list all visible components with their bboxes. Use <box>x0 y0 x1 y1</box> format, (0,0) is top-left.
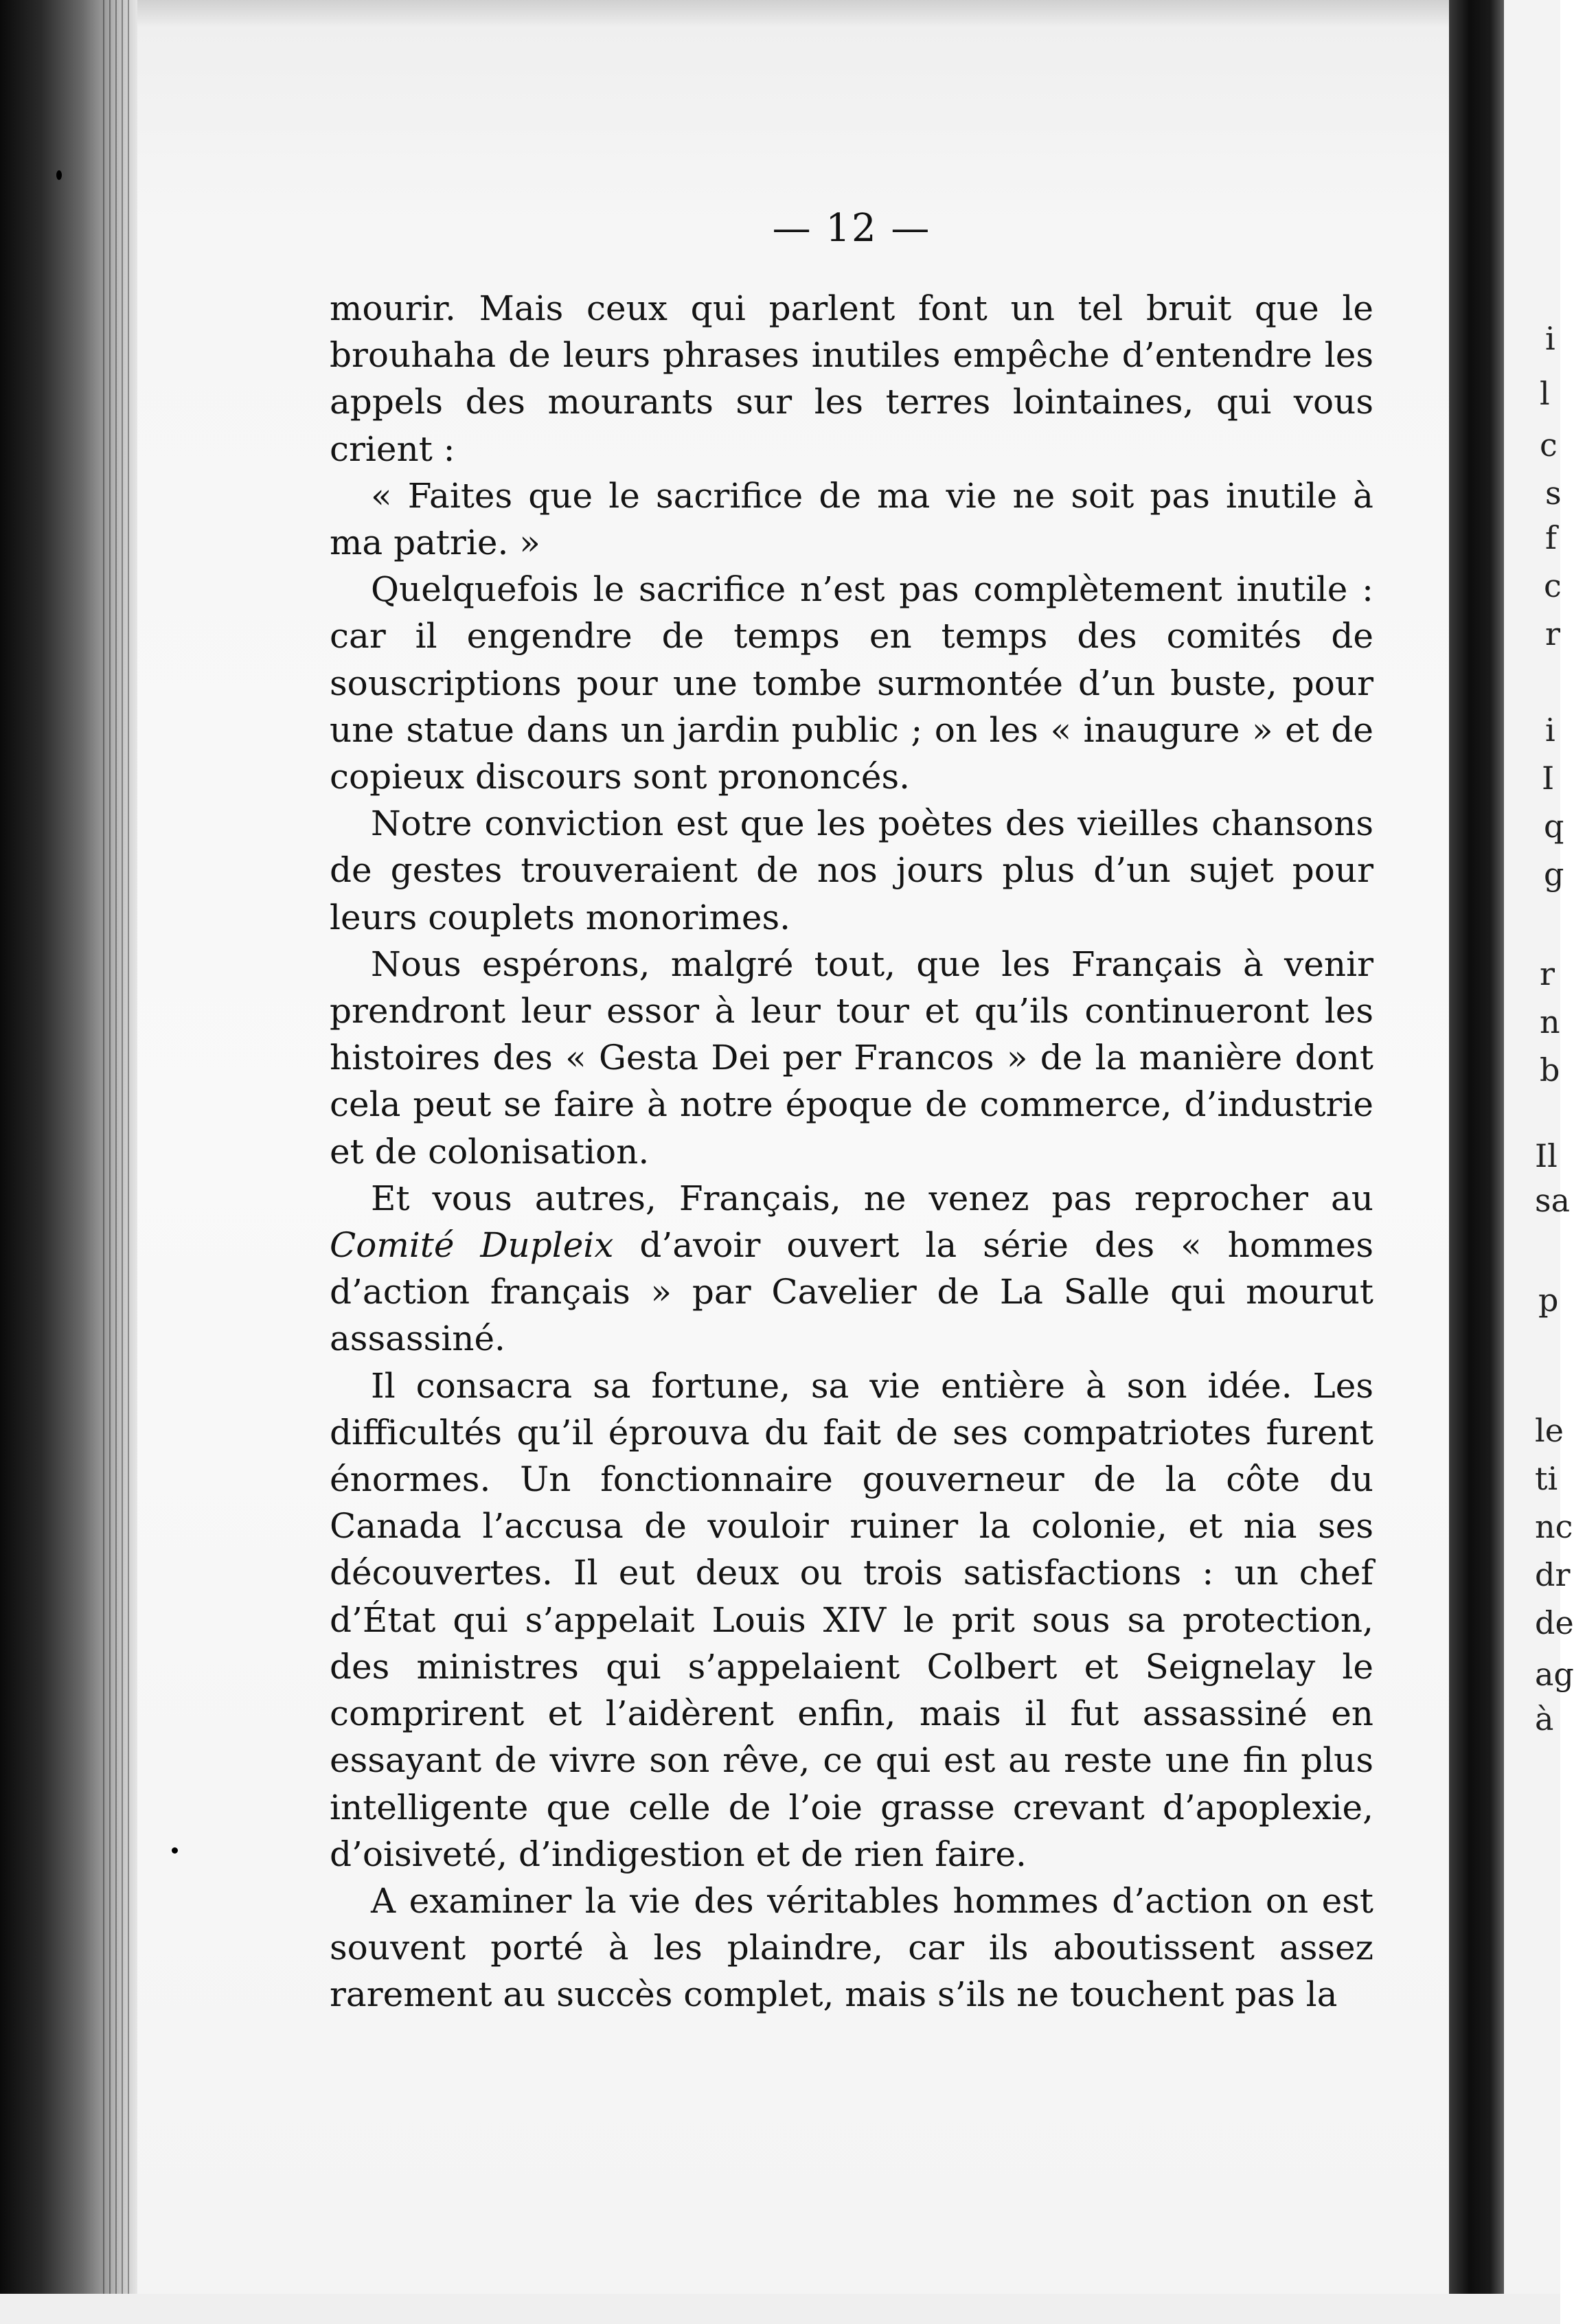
body-text <box>330 285 1373 2018</box>
facing-page-fragment: dr <box>1535 1556 1571 1593</box>
binding-gutter <box>1449 0 1504 2324</box>
paragraph-continued: mourir. Mais ceux qui parlent font un tel bruit que le brouhaha de leurs phrases inutiles empêche d’entendre les appels des mourants sur les terres lointaines, qui vous crient : <box>330 288 1373 469</box>
facing-page-fragment: ti <box>1535 1460 1558 1497</box>
facing-page-fragment: l <box>1540 375 1550 412</box>
scan-speck <box>56 170 62 180</box>
facing-page-fragment: n <box>1540 1003 1560 1040</box>
page-edges-left <box>103 0 130 2324</box>
facing-page-fragment: i <box>1545 320 1555 357</box>
paragraph-quote: « Faites que le sacrifice de ma vie ne soit pas inutile à ma patrie. » <box>330 475 1373 563</box>
paragraph: Quelquefois le sacrifice n’est pas complètement inutile : car il engendre de temps en temps des comités de souscriptions pour une tombe surmontée d’un buste, pour une statue dans un jardin public ; on les « inaugure » et de copieux discours sont prononcés. <box>330 569 1373 797</box>
facing-page-fragment: c <box>1544 567 1562 604</box>
facing-page-fragment: b <box>1540 1051 1560 1089</box>
facing-page-fragment: ag <box>1535 1656 1574 1693</box>
facing-page-fragment: r <box>1540 955 1555 992</box>
facing-page-fragment: p <box>1538 1281 1559 1319</box>
facing-page-fragment: à <box>1535 1700 1554 1738</box>
page-number: — 12 — <box>772 206 931 251</box>
facing-page-fragment: q <box>1544 808 1564 845</box>
facing-page-fragment: I <box>1542 760 1555 797</box>
paragraph-comite-dupleix <box>330 1175 1373 1363</box>
facing-page-fragment: sa <box>1535 1182 1571 1219</box>
facing-page-edge <box>1504 0 1574 2324</box>
facing-page-fragment: f <box>1545 519 1558 556</box>
italic-committee-name: Comité Dupleix <box>330 1225 614 1266</box>
page-top-shadow <box>124 0 1449 27</box>
scan-speck <box>172 1847 178 1854</box>
paragraph: Notre conviction est que les poètes des vieilles chansons de gestes trouveraient de nos jours plus d’un sujet pour leurs couplets monorimes. <box>330 804 1373 937</box>
paragraph-last: A examiner la vie des véritables hommes d’action on est souvent porté à les plaindre, car ils aboutissent assez rarement au succès complet, mais s’ils ne touchent pas la <box>330 1880 1373 2015</box>
paragraph: Nous espérons, malgré tout, que les Français à venir prendront leur essor à leur tour et qu’ils continueront les histoires des « Gesta Dei per Francos » de la manière dont cela peut se faire à notre époque de commerce, d’industrie et de colonisation. <box>330 944 1373 1172</box>
facing-page-fragment: g <box>1544 856 1564 893</box>
scan-bottom-margin <box>0 2294 1560 2324</box>
facing-page-fragment: r <box>1545 615 1560 652</box>
facing-page-fragment: s <box>1545 475 1562 512</box>
facing-page-fragment: i <box>1545 711 1555 749</box>
facing-page-fragment: le <box>1535 1412 1564 1449</box>
facing-page-fragment: de <box>1535 1604 1574 1641</box>
facing-page-fragment: Il <box>1535 1137 1558 1174</box>
paragraph: Il consacra sa fortune, sa vie entière à son idée. Les difficultés qu’il éprouva du fait de ses compatriotes furent énormes. Un fonctionnaire gouverneur de la côte du Canada l’accusa de vouloir ruiner la colonie, et nia ses découvertes. Il eut deux ou trois satisfactions : un chef d’État qui s’appelait Louis XIV le prit sous sa protection, des ministres qui s’appelaient Colbert et Seignelay le comprirent et l’aidèrent enfin, mais il fut assassiné en essayant de vivre son rêve, ce qui est au reste une fin plus intelligente que celle de l’oie grasse crevant d’apoplexie, d’oisiveté, d’indigestion et de rien faire. <box>330 1365 1373 1874</box>
paragraph-text-after: d’avoir ouvert la série des « hommes d’action français » par Cavelier de La Salle qui mourut assassiné. <box>330 1225 1373 1359</box>
paragraph-text-before: Et vous autres, Français, ne venez pas reprocher au <box>371 1178 1373 1218</box>
facing-page-fragment: c <box>1540 426 1558 464</box>
facing-page-fragment: nc <box>1535 1508 1573 1545</box>
